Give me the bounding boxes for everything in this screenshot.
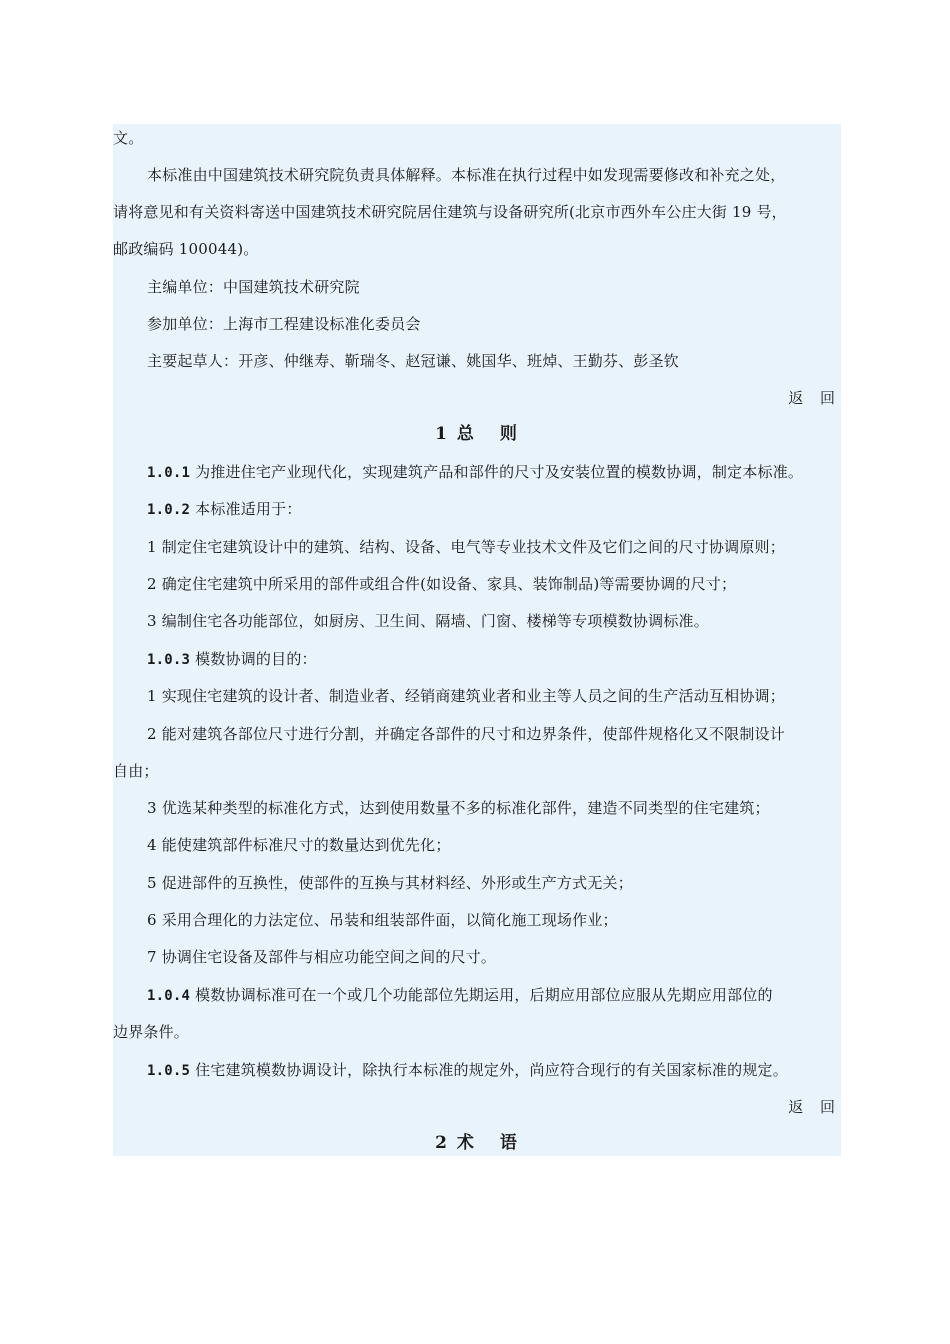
clause-item: 7 协调住宅设备及部件与相应功能空间之间的尺寸。 xyxy=(147,948,497,966)
clause-1-0-3 xyxy=(113,649,907,670)
paragraph-interpretation-line3: 邮政编码 100044)。 xyxy=(113,240,259,258)
clause-number: 1.0.5 xyxy=(147,1063,191,1079)
section-title-part2: 则 xyxy=(499,424,519,444)
clause-item: 1 实现住宅建筑的设计者、制造业者、经销商建筑业者和业主等人员之间的生产活动互相协调； xyxy=(147,687,785,705)
clause-1-0-1 xyxy=(113,462,907,483)
clause-item: 2 能对建筑各部位尺寸进行分割，并确定各部件的尺寸和边界条件，使部件规格化又不限制设计 xyxy=(147,725,785,743)
clause-number: 1.0.4 xyxy=(147,988,191,1004)
back-link-text[interactable]: 返 回 xyxy=(788,389,841,407)
clause-number: 1.0.1 xyxy=(147,465,191,481)
back-link[interactable] xyxy=(788,1097,841,1117)
clause-item: 3 编制住宅各功能部位，如厨房、卫生间、隔墙、门窗、楼梯等专项模数协调标准。 xyxy=(147,612,709,630)
clause-number: 1.0.2 xyxy=(147,502,191,518)
section-title-part1: 总 xyxy=(456,424,476,444)
clause-text: 住宅建筑模数协调设计，除执行本标准的规定外，尚应符合现行的有关国家标准的规定。 xyxy=(195,1061,788,1079)
clause-item-continuation: 自由； xyxy=(113,762,159,780)
document-body xyxy=(113,124,841,1156)
participating-unit: 参加单位：上海市工程建设标准化委员会 xyxy=(147,315,421,333)
back-link-text[interactable]: 返 回 xyxy=(788,1098,841,1116)
clause-item: 5 促进部件的互换性，使部件的互换与其材料经、外形或生产方式无关； xyxy=(147,874,633,892)
clause-item: 2 确定住宅建筑中所采用的部件或组合件(如设备、家具、装饰制品)等需要协调的尺寸； xyxy=(147,575,737,593)
main-drafters: 主要起草人：开彦、仲继寿、靳瑞冬、赵冠谦、姚国华、班焯、王勤芬、彭圣钦 xyxy=(147,352,680,370)
clause-continuation: 边界条件。 xyxy=(113,1023,190,1041)
clause-item: 6 采用合理化的力法定位、吊装和组装部件面，以简化施工现场作业； xyxy=(147,911,618,929)
paragraph-tail: 文。 xyxy=(113,129,144,147)
clause-number: 1.0.3 xyxy=(147,652,191,668)
clause-text: 为推进住宅产业现代化，实现建筑产品和部件的尺寸及安装位置的模数协调，制定本标准。 xyxy=(195,463,804,481)
paragraph-interpretation-line1: 本标准由中国建筑技术研究院负责具体解释。本标准在执行过程中如发现需要修改和补充之处， xyxy=(147,166,786,184)
section-title-part1: 术 xyxy=(456,1133,476,1153)
section-number: 2 xyxy=(435,1133,449,1153)
clause-1-0-2 xyxy=(113,499,907,520)
clause-1-0-4 xyxy=(113,985,907,1006)
chief-editor-unit: 主编单位：中国建筑技术研究院 xyxy=(147,278,360,296)
clause-item: 3 优选某种类型的标准化方式，达到使用数量不多的标准化部件，建造不同类型的住宅建筑； xyxy=(147,799,770,817)
section-heading-general xyxy=(113,424,841,444)
back-link[interactable] xyxy=(788,388,841,408)
paragraph-interpretation-line2: 请将意见和有关资料寄送中国建筑技术研究院居住建筑与设备研究所(北京市西外车公庄大街 19 号， xyxy=(113,203,787,221)
clause-1-0-5 xyxy=(113,1060,907,1081)
clause-text: 模数协调标准可在一个或几个功能部位先期运用，后期应用部位应服从先期应用部位的 xyxy=(195,986,773,1004)
section-number: 1 xyxy=(435,424,449,444)
clause-item: 4 能使建筑部件标准尺寸的数量达到优先化； xyxy=(147,836,451,854)
clause-text: 本标准适用于： xyxy=(195,500,302,518)
section-title-part2: 语 xyxy=(499,1133,519,1153)
section-heading-terms xyxy=(113,1133,841,1153)
clause-item: 1 制定住宅建筑设计中的建筑、结构、设备、电气等专业技术文件及它们之间的尺寸协调原则； xyxy=(147,538,785,556)
clause-text: 模数协调的目的： xyxy=(195,650,317,668)
